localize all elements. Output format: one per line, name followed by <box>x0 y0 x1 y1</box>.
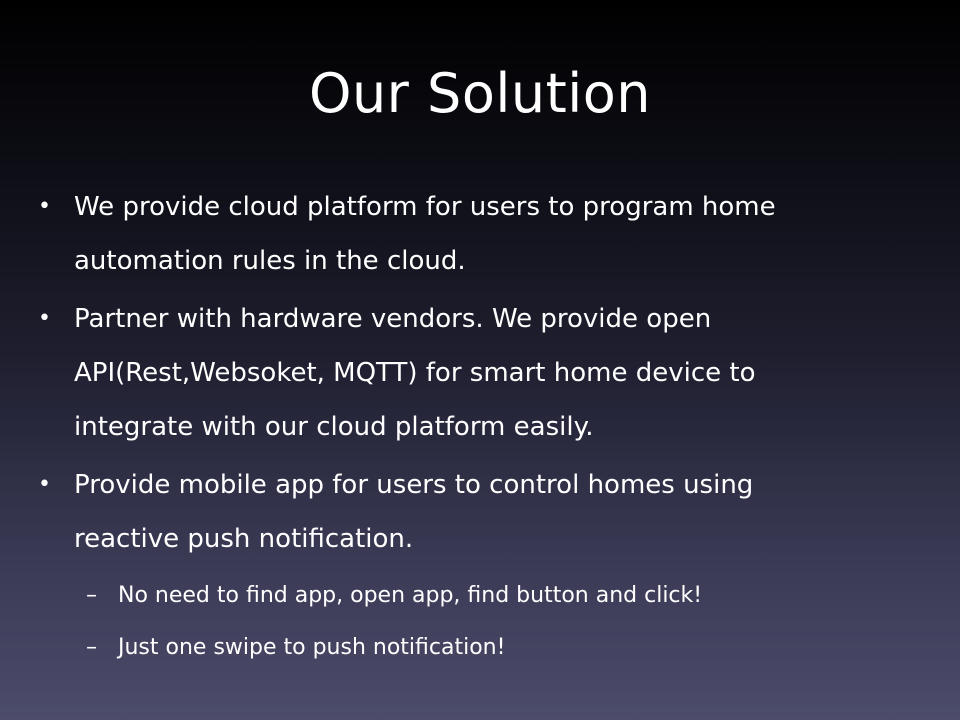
bullet-text: Provide mobile app for users to control homes using reactive push notification. <box>74 470 754 554</box>
bullet-dot-icon: • <box>38 194 51 219</box>
bullet-item <box>38 458 854 674</box>
sub-bullet-item <box>86 622 854 674</box>
sub-bullet-list <box>86 570 854 674</box>
sub-bullet-item <box>86 570 854 622</box>
dash-icon: – <box>86 635 97 660</box>
bullet-text: Partner with hardware vendors. We provide open API(Rest,Websoket, MQTT) for smart home device to integrate with our cloud platform easily. <box>74 304 756 442</box>
dash-icon: – <box>86 583 97 608</box>
bullet-dot-icon: • <box>38 306 51 331</box>
bullet-item <box>38 180 854 288</box>
bullet-dot-icon: • <box>38 472 51 497</box>
bullet-item <box>38 292 854 454</box>
slide-title: Our Solution <box>308 62 652 125</box>
sub-bullet-text: No need to find app, open app, find button and click! <box>118 583 703 608</box>
bullet-list <box>38 180 854 678</box>
sub-bullet-text: Just one swipe to push notification! <box>118 635 506 660</box>
bullet-text: We provide cloud platform for users to program home automation rules in the cloud. <box>74 192 776 276</box>
